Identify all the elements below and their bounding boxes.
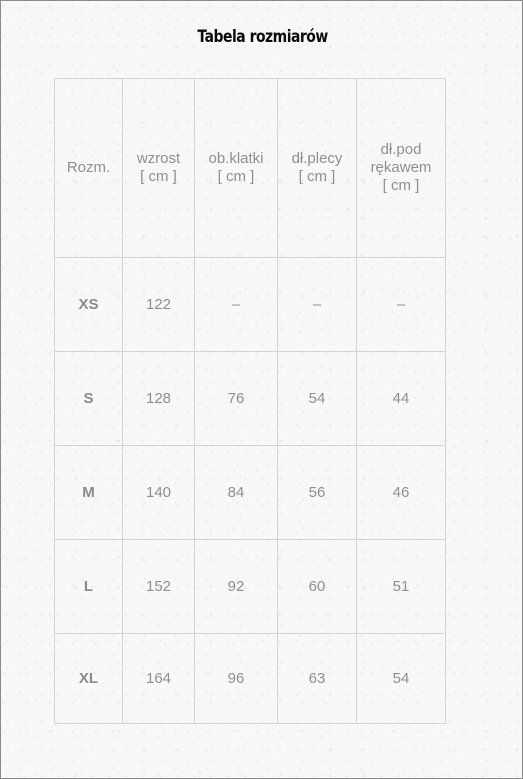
chest-cell: 96 xyxy=(195,634,278,724)
size-table xyxy=(54,78,446,724)
back-length-cell: 63 xyxy=(278,634,357,724)
sleeve-length-cell: 46 xyxy=(357,446,446,540)
height-cell: 122 xyxy=(123,258,195,352)
height-cell: 164 xyxy=(123,634,195,724)
sleeve-length-cell: 44 xyxy=(357,352,446,446)
sleeve-length-cell: 51 xyxy=(357,540,446,634)
header-row xyxy=(55,79,446,258)
table-row xyxy=(55,352,446,446)
size-cell: XL xyxy=(55,634,123,724)
header-size: Rozm. xyxy=(55,79,123,258)
back-length-cell: 54 xyxy=(278,352,357,446)
page-title: Tabela rozmiarów xyxy=(197,27,328,47)
back-length-cell: – xyxy=(278,258,357,352)
size-cell: M xyxy=(55,446,123,540)
sleeve-length-cell: – xyxy=(357,258,446,352)
height-cell: 140 xyxy=(123,446,195,540)
height-cell: 128 xyxy=(123,352,195,446)
table-row xyxy=(55,446,446,540)
table-row xyxy=(55,634,446,724)
size-cell: XS xyxy=(55,258,123,352)
header-height: wzrost [ cm ] xyxy=(123,79,195,258)
header-back-length: dł.plecy [ cm ] xyxy=(278,79,357,258)
header-chest: ob.klatki [ cm ] xyxy=(195,79,278,258)
chest-cell: 84 xyxy=(195,446,278,540)
table-row xyxy=(55,258,446,352)
chest-cell: – xyxy=(195,258,278,352)
header-sleeve-length: dł.pod rękawem [ cm ] xyxy=(357,79,446,258)
size-cell: L xyxy=(55,540,123,634)
height-cell: 152 xyxy=(123,540,195,634)
chest-cell: 92 xyxy=(195,540,278,634)
back-length-cell: 60 xyxy=(278,540,357,634)
sleeve-length-cell: 54 xyxy=(357,634,446,724)
table-row xyxy=(55,540,446,634)
size-cell: S xyxy=(55,352,123,446)
back-length-cell: 56 xyxy=(278,446,357,540)
chest-cell: 76 xyxy=(195,352,278,446)
